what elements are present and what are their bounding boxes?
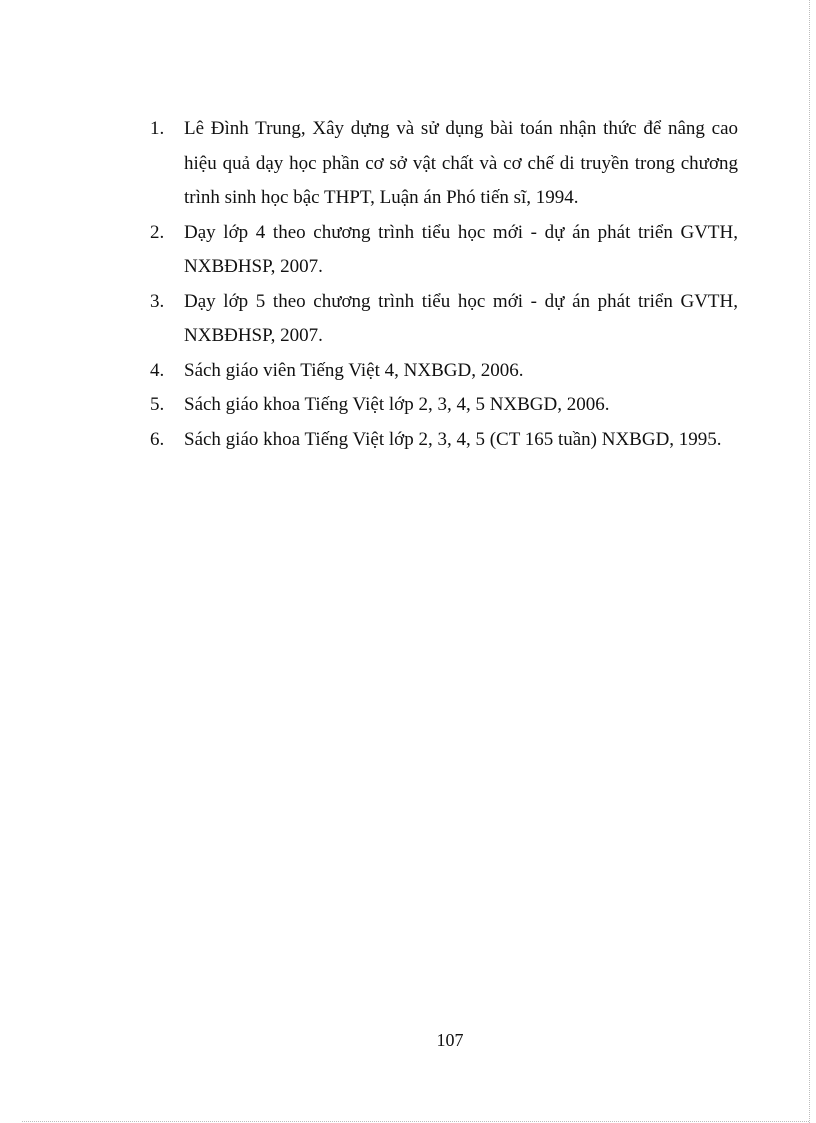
- reference-text: Dạy lớp 4 theo chương trình tiểu học mới - dự án phát triển GVTH, NXBĐHSP, 2007.: [184, 221, 738, 277]
- reference-item-1: [150, 112, 738, 216]
- reference-item-2: [150, 216, 738, 285]
- reference-number: 6.: [150, 428, 165, 450]
- reference-text: Sách giáo viên Tiếng Việt 4, NXBGD, 2006.: [184, 359, 524, 381]
- reference-number: 4.: [150, 359, 165, 381]
- page-number: 107: [436, 1030, 464, 1050]
- reference-number: 1.: [150, 118, 165, 139]
- reference-text: Dạy lớp 5 theo chương trình tiểu học mới - dự án phát triển GVTH, NXBĐHSP, 2007.: [184, 290, 738, 346]
- reference-item-3: [150, 285, 738, 354]
- reference-text: Sách giáo khoa Tiếng Việt lớp 2, 3, 4, 5 (CT 165 tuần) NXBGD, 1995.: [184, 428, 722, 450]
- reference-list: [150, 112, 738, 457]
- page-border-right: [809, 0, 810, 1123]
- reference-item-5: [150, 388, 738, 423]
- reference-number: 3.: [150, 290, 165, 312]
- reference-item-6: [150, 423, 738, 458]
- reference-item-4: [150, 354, 738, 389]
- reference-number: 5.: [150, 394, 165, 415]
- reference-text: Sách giáo khoa Tiếng Việt lớp 2, 3, 4, 5 NXBGD, 2006.: [184, 394, 610, 415]
- reference-text: Lê Đình Trung, Xây dựng và sử dụng bài toán nhận thức để nâng cao hiệu quả dạy học phần cơ sở vật chất và cơ chế di truyền trong chương trình sinh học bậc THPT, Luận án Phó tiến sĩ, 1994.: [184, 118, 738, 208]
- reference-number: 2.: [150, 221, 165, 243]
- page-border-bottom: [22, 1121, 809, 1122]
